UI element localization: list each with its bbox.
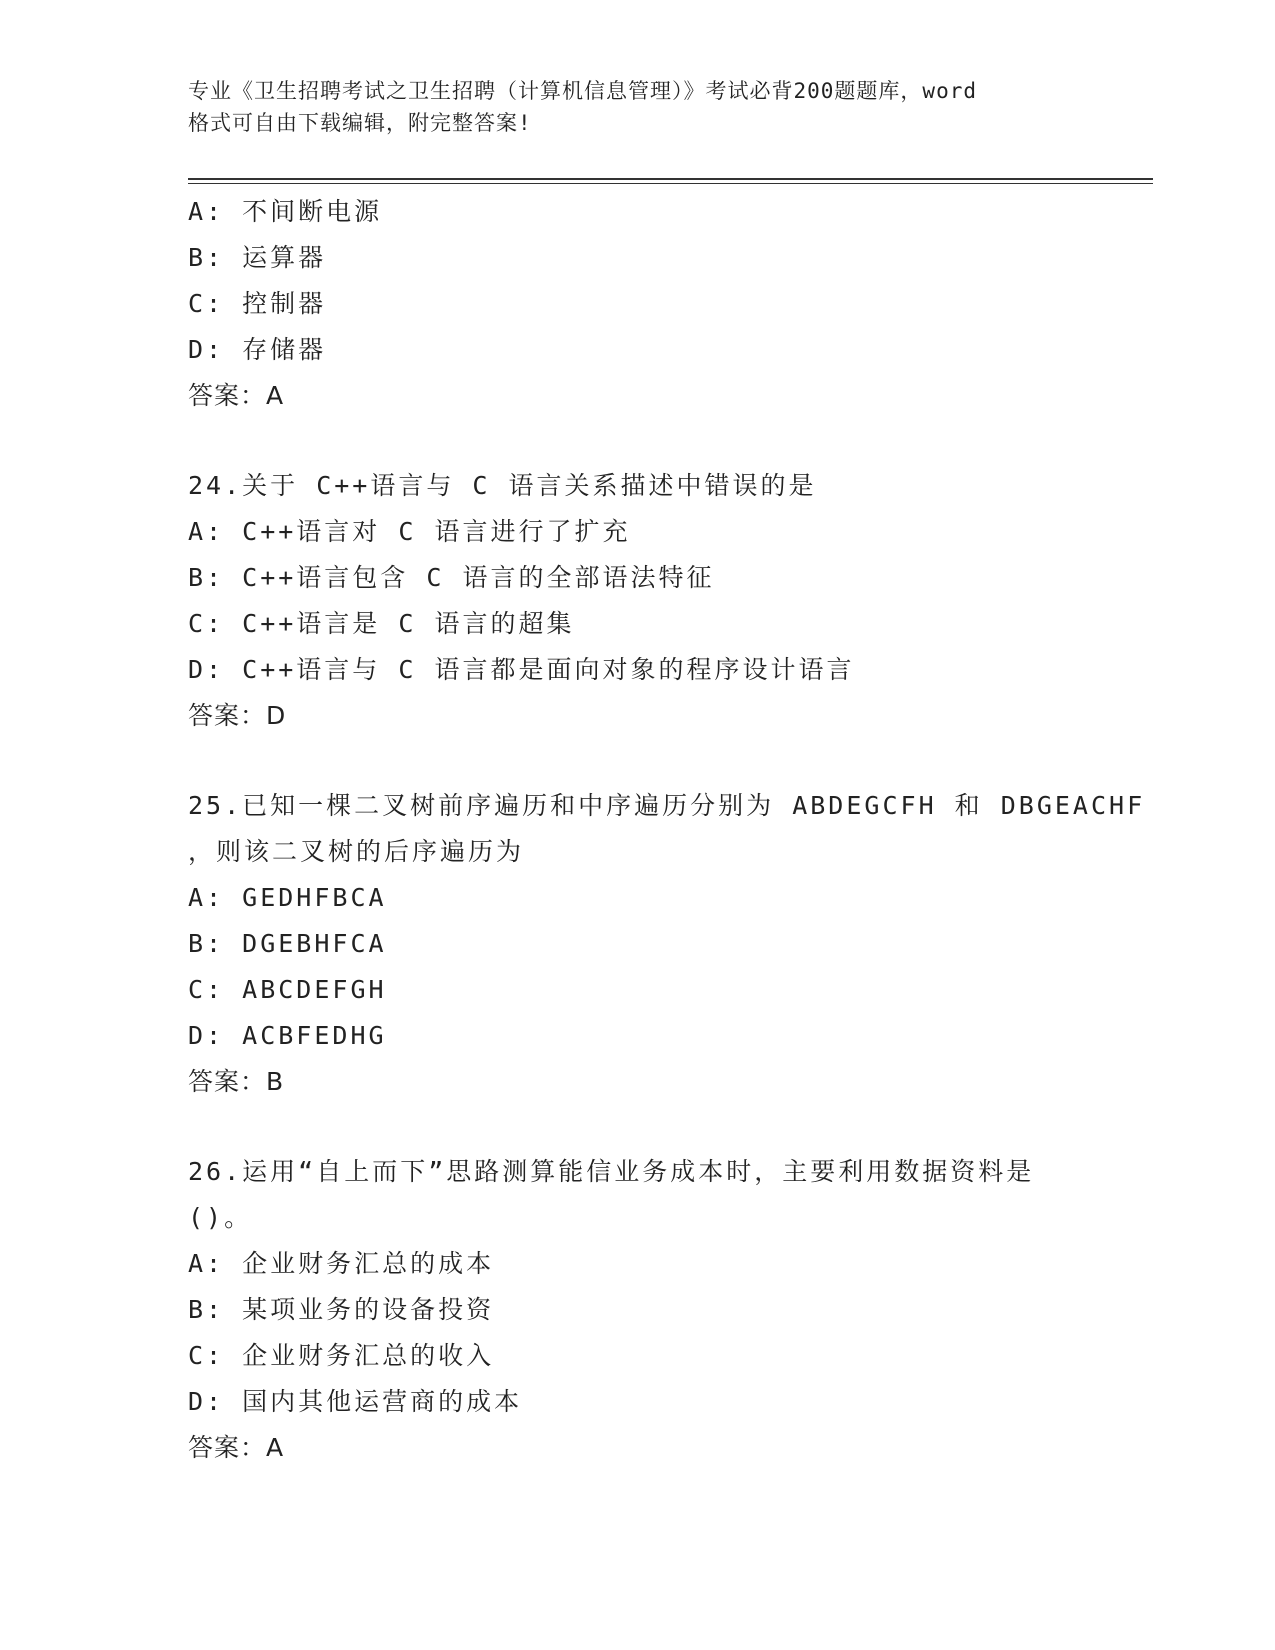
option-d: D: 国内其他运营商的成本 bbox=[188, 1387, 523, 1416]
question-title-line-1: 25.已知一棵二叉树前序遍历和中序遍历分别为 ABDEGCFH 和 DBGEACHF bbox=[188, 791, 1146, 820]
option-c: C: C++语言是 C 语言的超集 bbox=[188, 609, 575, 638]
spacer bbox=[188, 739, 1128, 783]
spacer bbox=[188, 419, 1128, 463]
question-title-line-2: ，则该二叉树的后序遍历为 bbox=[188, 837, 525, 866]
option-d: D: 存储器 bbox=[188, 335, 327, 364]
question-24 bbox=[188, 463, 1128, 739]
answer: 答案：A bbox=[188, 1433, 285, 1462]
option-b: B: 运算器 bbox=[188, 243, 327, 272]
answer: 答案：A bbox=[188, 381, 285, 410]
question-26 bbox=[188, 1149, 1128, 1471]
header-line-2: 格式可自由下载编辑，附完整答案! bbox=[188, 111, 532, 135]
option-a: A: 不间断电源 bbox=[188, 197, 383, 226]
option-a: A: GEDHFBCA bbox=[188, 883, 387, 912]
answer: 答案：D bbox=[188, 701, 287, 730]
header-line-1: 专业《卫生招聘考试之卫生招聘（计算机信息管理）》考试必背200题题库，word bbox=[188, 79, 977, 103]
question-title-line-1: 26.运用“自上而下”思路测算能信业务成本时，主要利用数据资料是 bbox=[188, 1157, 1035, 1186]
question-23 bbox=[188, 189, 1128, 419]
option-c: C: 企业财务汇总的收入 bbox=[188, 1341, 495, 1370]
question-25 bbox=[188, 783, 1146, 1105]
question-list bbox=[188, 189, 1146, 1471]
document-header bbox=[188, 75, 1088, 139]
option-c: C: ABCDEFGH bbox=[188, 975, 387, 1004]
answer: 答案：B bbox=[188, 1067, 285, 1096]
option-a: A: C++语言对 C 语言进行了扩充 bbox=[188, 517, 631, 546]
option-d: D: C++语言与 C 语言都是面向对象的程序设计语言 bbox=[188, 655, 855, 684]
option-d: D: ACBFEDHG bbox=[188, 1021, 387, 1050]
question-title-line-2: ()。 bbox=[188, 1203, 253, 1232]
option-a: A: 企业财务汇总的成本 bbox=[188, 1249, 495, 1278]
option-b: B: DGEBHFCA bbox=[188, 929, 387, 958]
spacer bbox=[188, 1105, 1128, 1149]
option-c: C: 控制器 bbox=[188, 289, 327, 318]
option-b: B: C++语言包含 C 语言的全部语法特征 bbox=[188, 563, 715, 592]
question-title: 24.关于 C++语言与 C 语言关系描述中错误的是 bbox=[188, 471, 817, 500]
option-b: B: 某项业务的设备投资 bbox=[188, 1295, 495, 1324]
header-divider bbox=[188, 178, 1153, 180]
header-divider-thin bbox=[188, 183, 1153, 184]
